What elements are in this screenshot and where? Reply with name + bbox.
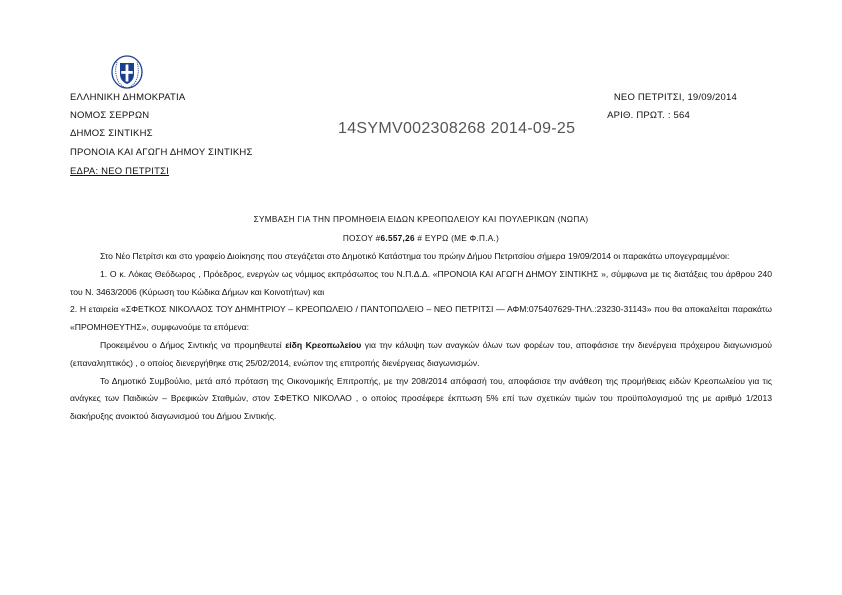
paragraph-council-decision: Το Δημοτικό Συμβούλιο, μετά από πρόταση της Οικονομικής Επιτροπής, με την 208/2014 απόφασή του, αποφάσισε την ανάθεση της προμήθειας ειδών Κρεοπωλείου για τις ανάγκες των Παιδικών – Βρεφικών Σταθμών, στον ΣΦΕΤΚΟ ΝΙΚΟΛΑΟ , ο οποίος προσέφερε έκπτωση 5% επί των σχετικών τιμών του προϋπολογισμού της με αριθμό 1/2013 διακήρυξης ανοικτού διαγωνισμού του Δήμου Σιντικής.: [70, 375, 772, 422]
paragraph-party-1: 1. Ο κ. Λόκας Θεόδωρος , Πρόεδρος, ενεργών ως νόμιμος εκπρόσωπος του Ν.Π.Δ.Δ. «ΠΡΟΝΟΙΑ ΚΑΙ ΑΓΩΓΗ ΔΗΜΟΥ ΣΙΝΤΙΚΗΣ », σύμφωνα με τις διατάξεις του άρθρου 240 του Ν. 3463/2006 (Κύρωση του Κώδικα Δήμων και Κοινοτήτων) και: [70, 268, 772, 297]
header-prefecture: ΝΟΜΟΣ ΣΕΡΡΩΝ: [70, 110, 150, 121]
amount-line: [0, 234, 842, 243]
contract-body: [70, 248, 772, 426]
header-country: ΕΛΛΗΝΙΚΗ ΔΗΜΟΚΡΑΤΙΑ: [70, 92, 186, 103]
p4-text-after: για την κάλυψη των αναγκών όλων των φορέων του, αποφάσισε την διενέργεια πρόχειρου διαγωνισμού (επαναληπτικός) , ο οποίος διενεργήθηκε στις 25/02/2014, ενώπον της επιτροπής διενέργειας διαγωνισμών.: [70, 339, 772, 368]
paragraph-intro: Στο Νέο Πετρίτσι και στο γραφείο Διοίκησης που στεγάζεται στο Δημοτικό Κατάστημα του πρώην Δήμου Πετριτσίου σήμερα 19/09/2014 οι παρακάτω υπογεγραμμένοι:: [100, 251, 730, 261]
header-municipality: ΔΗΜΟΣ ΣΙΝΤΙΚΗΣ: [70, 128, 153, 139]
amount-prefix: ΠΟΣΟΥ #: [342, 234, 381, 243]
amount-suffix: # ΕΥΡΩ (ΜΕ Φ.Π.Α.): [414, 234, 500, 243]
header-seat: ΕΔΡΑ: ΝΕΟ ΠΕΤΡΙΤΣΙ: [70, 166, 170, 177]
p4-text-before: Προκειμένου ο Δήμος Σιντικής να προμηθευτεί: [100, 339, 286, 350]
greek-coat-of-arms-icon: [110, 54, 144, 90]
header-organization: ΠΡΟΝΟΙΑ ΚΑΙ ΑΓΩΓΗ ΔΗΜΟΥ ΣΙΝΤΙΚΗΣ: [70, 147, 253, 158]
paragraph-procurement: [70, 337, 772, 373]
protocol-number: ΑΡΙΘ. ΠΡΩΤ. : 564: [607, 110, 690, 121]
ada-stamp: 14SYMV002308268 2014-09-25: [338, 120, 576, 137]
paragraph-party-2: 2. Η εταιρεία «ΣΦΕΤΚΟΣ ΝΙΚΟΛΑΟΣ ΤΟΥ ΔΗΜΗΤΡΙΟΥ – ΚΡΕΟΠΩΛΕΙΟ / ΠΑΝΤΟΠΩΛΕΙΟ – ΝΕΟ ΠΕΤΡΙΤΣΙ — ΑΦΜ:075407629-ΤΗΛ.:23230-31143» που θα αποκαλείται παρακάτω «ΠΡΟΜΗΘΕΥΤΗΣ», συμφωνούμε τα επόμενα:: [70, 304, 772, 333]
place-date: ΝΕΟ ΠΕΤΡΙΤΣΙ, 19/09/2014: [613, 92, 737, 103]
p4-bold-text: είδη Κρεοπωλείου: [285, 339, 362, 350]
contract-title: ΣΥΜΒΑΣΗ ΓΙΑ ΤΗΝ ΠΡΟΜΗΘΕΙΑ ΕΙΔΩΝ ΚΡΕΟΠΩΛΕΙΟΥ ΚΑΙ ΠΟΥΛΕΡΙΚΩΝ (ΝΩΠΑ): [253, 215, 589, 224]
amount-value: 6.557,26: [380, 234, 415, 243]
